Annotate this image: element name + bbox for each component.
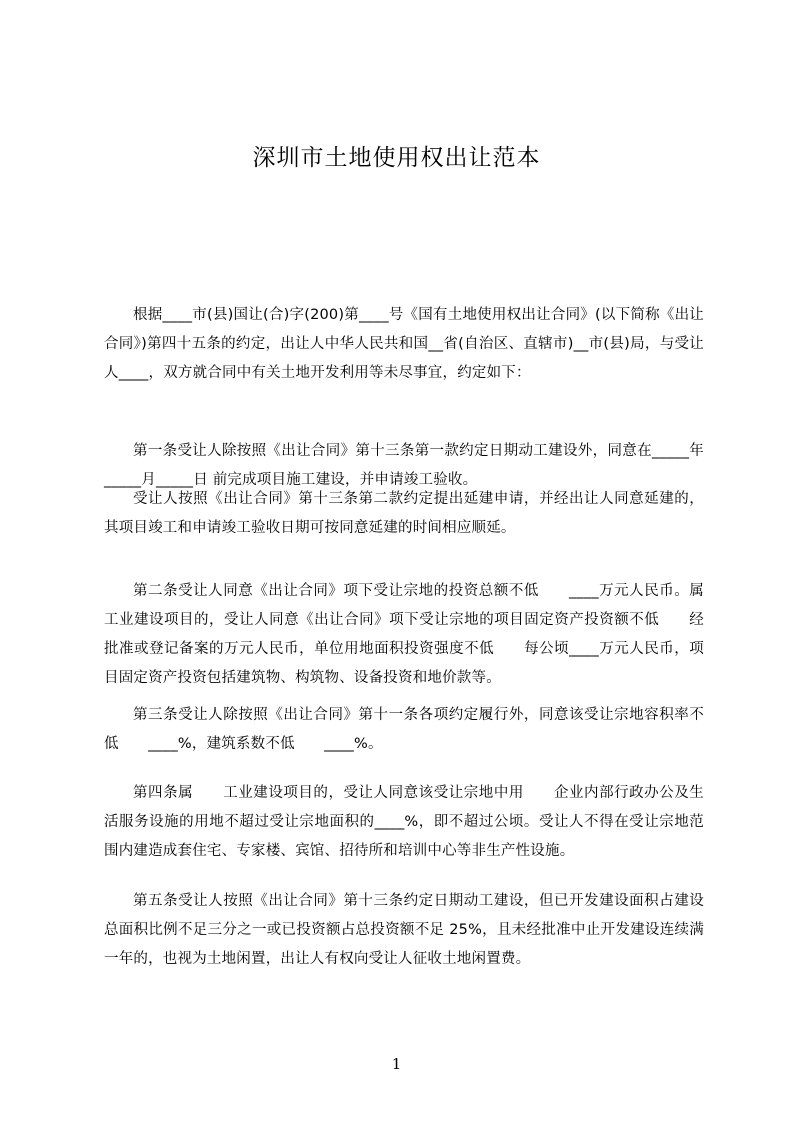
article-2-paragraph: 第二条受让人同意《出让合同》项下受让宗地的投资总额不低 ____万元人民币。属 工业建设项目的，受让人同意《出让合同》项下受让宗地的项目固定资产投资额不低 经批准或登记备案的万元人民币，单位用地面积投资强度不低 每公顷____万元人民币，项目固定资产投资包括建筑物、构筑物、设备投资和地价款等。 [104,582,734,686]
article-4-paragraph: 第四条属 工业建设项目的，受让人同意该受让宗地中用 企业内部行政办公及生活服务设施的用地不超过受让宗地面积的____%，即不超过公顷。受让人不得在受让宗地范围内建造成套住宅、专家楼、宾馆、招待所和培训中心等非生产性设施。 [104,784,704,859]
article-1-paragraph: 第一条受让人除按照《出让合同》第十三条第一款约定日期动工建设外，同意在_____年_____月_____日 前完成项目施工建设，并申请竣工验收。 [104,442,704,488]
document-title: 深圳市土地使用权出让范本 [252,145,541,171]
article-1-extension-paragraph: 受让人按照《出让合同》第十三条第二款约定提出延建申请，并经出让人同意延建的，其项目竣工和申请竣工验收日期可按同意延建的时间相应顺延。 [104,490,704,536]
page-number: 1 [391,1055,402,1073]
article-3-paragraph: 第三条受让人除按照《出让合同》第十一条各项约定履行外，同意该受让宗地容积率不低 ____%，建筑系数不低 ____%。 [104,706,704,752]
article-5-paragraph: 第五条受让人按照《出让合同》第十三条约定日期动工建设，但已开发建设面积占建设总面积比例不足三分之一或已投资额占总投资额不足 25%，且未经批准中止开发建设连续满一年的，也视为土地闲置，出让人有权向受让人征收土地闲置费。 [104,892,704,967]
preamble-paragraph: 根据____市(县)国让(合)字(200)第____号《国有土地使用权出让合同》(以下简称《出让合同》)第四十五条的约定，出让人中华人民共和国__省(自治区、直辖市)__市(县)局，与受让人____，双方就合同中有关土地开发利用等未尽事宜，约定如下： [104,306,704,381]
